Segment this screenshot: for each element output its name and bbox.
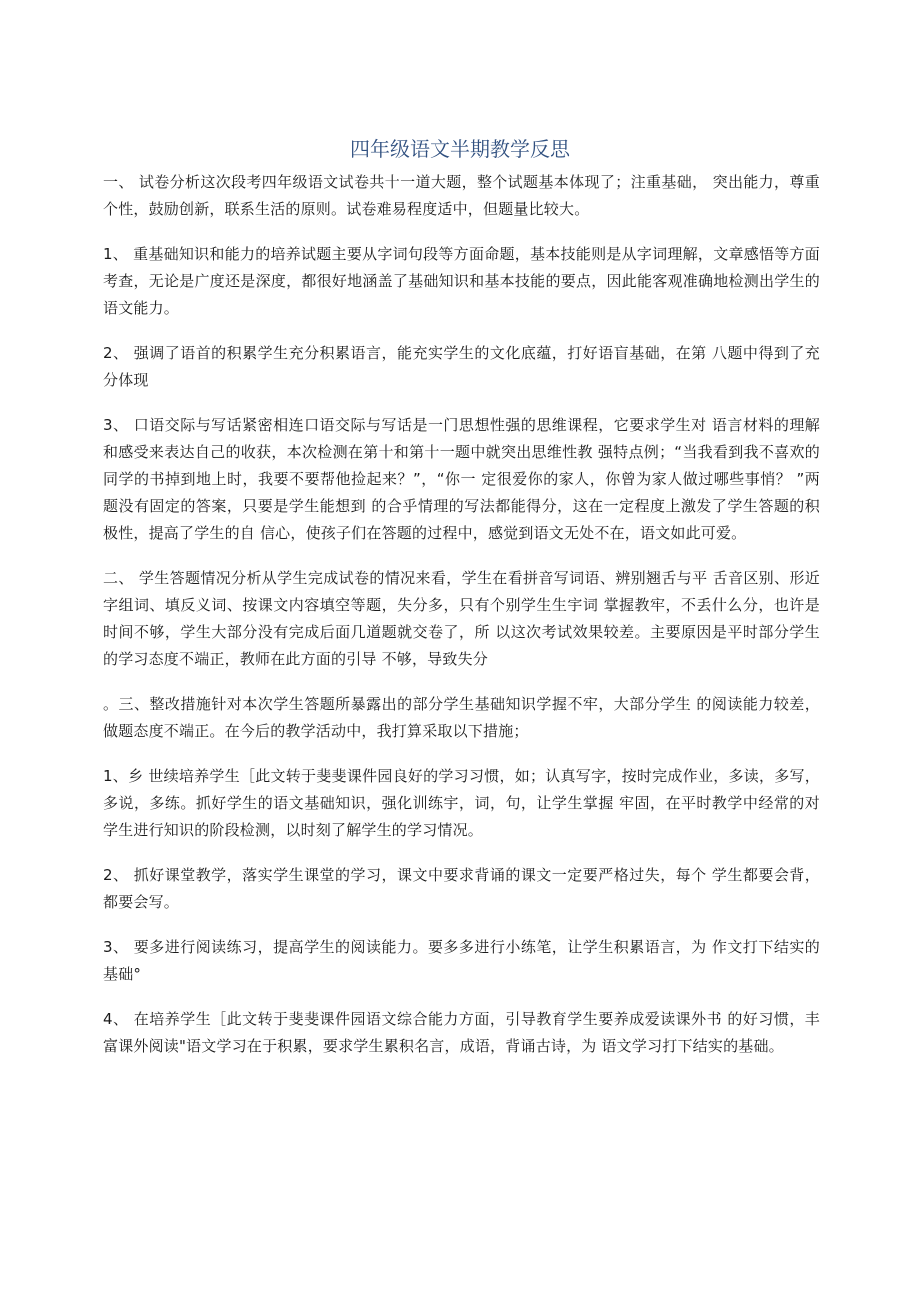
paragraph-8: 2、 抓好课堂教学，落实学生课堂的学习，课文中要求背诵的课文一定要严格过失，每个 学生都要会背，都要会写。 — [103, 866, 820, 911]
paragraph-5: 二、 学生答题情况分析从学生完成试卷的情况来看，学生在看拼音写词语、辨别翘舌与平 舌音区别、形近字组词、填反义词、按课文内容填空等题，失分多，只有个别学生生宇词 掌握教牢，不丢什么分，也许是时间不够，学生大部分没有完成后面几道题就交卷了，所 以这次考试效果较差。主要原因是平时部分学生的学习态度不端正，教师在此方面的引导 不够，导致失分 — [103, 569, 820, 668]
document-body — [103, 169, 820, 1078]
paragraph-4: 3、 口语交际与写话紧密相连口语交际与写话是一门思想性强的思维课程，它要求学生对 语言材料的理解和感受来表达自己的收获，本次检测在第十和第十一题中就突出思维性教 强特点例；“当我看到我不喜欢的同学的书掉到地上时，我要不要帮他捡起来？”，“你一 定很爱你的家人，你曾为家人做过哪些事悄？ ”两题没有固定的答案，只要是学生能想到 的合乎情理的写法都能得分，这在一定程度上激发了学生答题的积极性，提高了学生的自 信心，使孩子们在答题的过程中，感觉到语文无处不在，语文如此可爱。 — [103, 416, 820, 542]
paragraph-1: 一、 试卷分析这次段考四年级语文试卷共十一道大题，整个试题基本体现了；注重基础， 突出能力，尊重个性，鼓励创新，联系生活的原则。试卷难易程度适中，但题量比较大。 — [103, 173, 820, 218]
paragraph-7: 1、乡 世续培养学生［此文转于斐斐课件园良好的学习习惯，如；认真写字，按时完成作业，多读，多写，多说，多练。抓好学生的语文基础知识，强化训练宇，词，句，让学生掌握 牢固，在平时教学中经常的对学生进行知识的阶段检测，以时刻了解学生的学习情况。 — [103, 767, 820, 839]
paragraph-10: 4、 在培养学生［此文转于斐斐课件园语文综合能力方面，引导教育学生要养成爱读课外书 的好习惯，丰富课外阅读"语文学习在于积累，要求学生累积名言，成语，背诵古诗，为 语文学习打下结实的基础。 — [103, 1010, 820, 1055]
document-title: 四年级语文半期教学反思 — [350, 137, 570, 161]
paragraph-9: 3、 要多进行阅读练习，提高学生的阅读能力。要多多进行小练笔，让学生积累语言，为 作文打下结实的基础° — [103, 938, 820, 983]
paragraph-6: 。三、整改措施针对本次学生答题所暴露出的部分学生基础知识学握不牢，大部分学生 的阅读能力较差，做题态度不端正。在今后的教学活动中，我打算采取以下措施； — [103, 695, 820, 740]
paragraph-2: 1、 重基础知识和能力的培养试题主要从字词句段等方面命题，基本技能则是从字词理解，文章感悟等方面考查，无论是广度还是深度，都很好地涵盖了基础知识和基本技能的要点，因此能客观准确地检测出学生的语文能力。 — [103, 245, 820, 317]
paragraph-3: 2、 强调了语首的积累学生充分积累语言，能充实学生的文化底蕴，打好语盲基础，在第 八题中得到了充分体现 — [103, 344, 820, 389]
